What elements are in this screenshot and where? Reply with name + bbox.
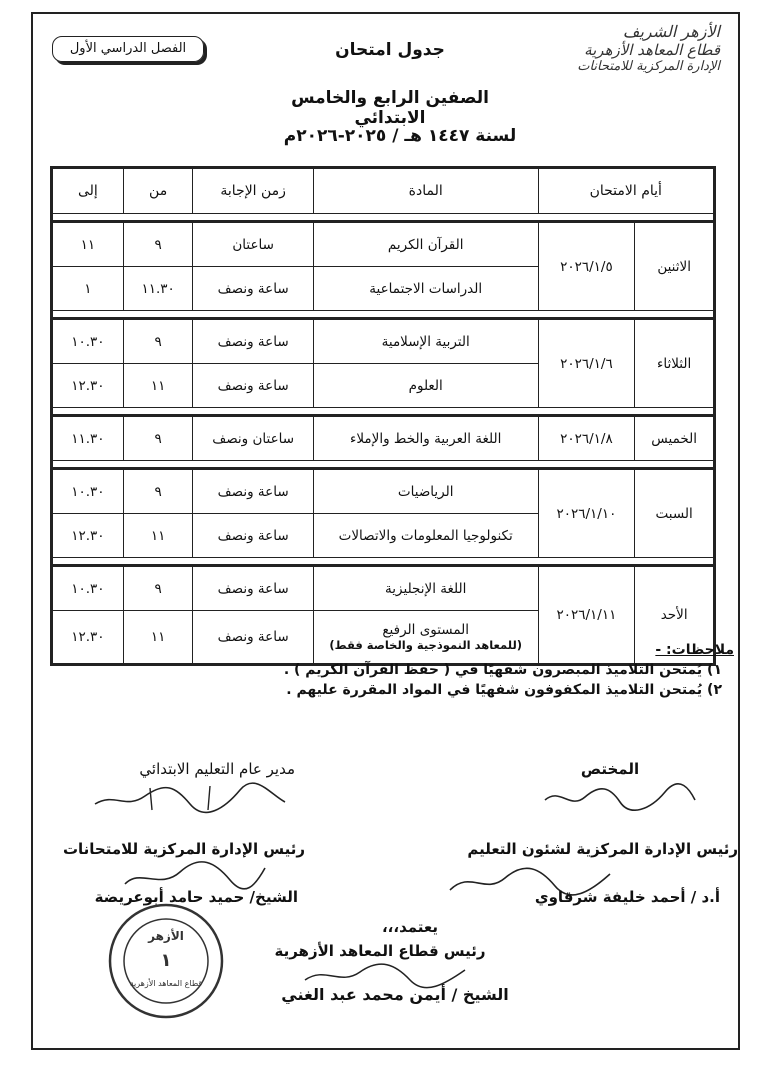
from-cell: ٩ <box>123 469 193 514</box>
day-cell: الثلاثاء <box>635 319 715 408</box>
table-row <box>52 222 715 267</box>
exam-schedule-table <box>50 166 716 666</box>
primary-director-title: مدير عام التعليم الابتدائي <box>139 760 295 778</box>
to-cell: ١٠.٣٠ <box>52 469 124 514</box>
duration-cell: ساعتان <box>193 222 313 267</box>
logo-line: الإدارة المركزية للامتحانات <box>577 59 720 74</box>
to-cell: ١١.٣٠ <box>52 416 124 461</box>
subject-cell: التربية الإسلامية <box>313 319 538 364</box>
logo-line: الأزهر الشريف <box>622 22 720 41</box>
official-stamp <box>105 900 227 1022</box>
date-cell: ٢٠٢٦/١/٨ <box>538 416 635 461</box>
head-exams-title: رئيس الإدارة المركزية للامتحانات <box>62 840 305 858</box>
header-duration: زمن الإجابة <box>193 168 313 214</box>
to-cell: ١٢.٣٠ <box>52 364 124 408</box>
semester-label: الفصل الدراسي الأول <box>52 36 204 62</box>
azhar-logo <box>540 22 720 102</box>
to-cell: ١١ <box>52 222 124 267</box>
logo-line: قطاع المعاهد الأزهرية <box>584 41 720 59</box>
notes-section <box>58 640 734 700</box>
approved-label: يعتمد،،، <box>381 918 439 936</box>
specialist-signature <box>540 782 700 812</box>
subject-cell: القرآن الكريم <box>313 222 538 267</box>
duration-cell: ساعة ونصف <box>193 566 313 611</box>
from-cell: ٩ <box>123 319 193 364</box>
subject-cell: الرياضيات <box>313 469 538 514</box>
duration-cell: ساعة ونصف <box>193 319 313 364</box>
date-cell: ٢٠٢٦/١/١١ <box>538 566 635 665</box>
table-header-row <box>52 168 715 214</box>
head-exams-name: الشيخ/ حميد حامد أبوعريضة <box>94 888 298 906</box>
document-title: جدول امتحان <box>335 40 445 60</box>
subject-note: (للمعاهد النموذجية والخاصة فقط) <box>329 638 523 652</box>
notes-title: ملاحظات: - <box>655 642 734 658</box>
duration-cell: ساعة ونصف <box>193 611 313 665</box>
duration-cell: ساعة ونصف <box>193 469 313 514</box>
academic-year: لسنة ١٤٤٧ هـ / ٢٠٢٥-٢٠٢٦م <box>283 126 517 146</box>
day-cell: الأحد <box>635 566 715 665</box>
to-cell: ١٠.٣٠ <box>52 566 124 611</box>
table-row <box>52 319 715 364</box>
subject-cell: اللغة الإنجليزية <box>313 566 538 611</box>
specialist-title: المختص <box>580 760 640 778</box>
sector-head-name: الشيخ / أيمن محمد عبد الغني <box>281 985 509 1004</box>
header-from: من <box>123 168 193 214</box>
subject-cell: اللغة العربية والخط والإملاء <box>313 416 538 461</box>
head-education-title: رئيس الإدارة المركزية لشئون التعليم <box>467 840 738 858</box>
sector-head-title: رئيس قطاع المعاهد الأزهرية <box>274 942 486 960</box>
subject-cell: الدراسات الاجتماعية <box>313 267 538 311</box>
subject-cell: العلوم <box>313 364 538 408</box>
subject-cell: تكنولوجيا المعلومات والاتصالات <box>313 514 538 558</box>
date-cell: ٢٠٢٦/١/١٠ <box>538 469 635 558</box>
from-cell: ٩ <box>123 222 193 267</box>
svg-text:الأزهر: الأزهر <box>148 929 184 943</box>
svg-text:١: ١ <box>160 950 172 971</box>
duration-cell: ساعة ونصف <box>193 267 313 311</box>
date-cell: ٢٠٢٦/١/٥ <box>538 222 635 311</box>
header-days: أيام الامتحان <box>538 168 714 214</box>
subject-name: المستوى الرفيع <box>382 622 470 638</box>
day-cell: الخميس <box>635 416 715 461</box>
header-subject: المادة <box>313 168 538 214</box>
from-cell: ١١ <box>123 364 193 408</box>
from-cell: ٩ <box>123 566 193 611</box>
to-cell: ١٢.٣٠ <box>52 514 124 558</box>
table-row <box>52 416 715 461</box>
note-item: ١) يُمتحن التلاميذ المبصرون شفهيًا في ( حفظ القرآن الكريم ) . <box>283 662 722 678</box>
from-cell: ١١.٣٠ <box>123 267 193 311</box>
document-subtitle: الصفين الرابع والخامس الابتدائي <box>291 88 489 128</box>
from-cell: ١١ <box>123 514 193 558</box>
duration-cell: ساعة ونصف <box>193 514 313 558</box>
header-to: إلى <box>52 168 124 214</box>
to-cell: ١٠.٣٠ <box>52 319 124 364</box>
day-cell: الاثنين <box>635 222 715 311</box>
date-cell: ٢٠٢٦/١/٦ <box>538 319 635 408</box>
note-item: ٢) يُمتحن التلاميذ المكفوفون شفهيًا في المواد المقررة عليهم . <box>286 682 722 698</box>
table-row <box>52 566 715 611</box>
duration-cell: ساعة ونصف <box>193 364 313 408</box>
director-signature <box>90 782 290 814</box>
to-cell: ١٢.٣٠ <box>52 611 124 665</box>
duration-cell: ساعتان ونصف <box>193 416 313 461</box>
from-cell: ٩ <box>123 416 193 461</box>
head-education-name: أ.د / أحمد خليفة شرقاوي <box>534 888 720 906</box>
from-cell: ١١ <box>123 611 193 665</box>
table-row <box>52 469 715 514</box>
day-cell: السبت <box>635 469 715 558</box>
to-cell: ١ <box>52 267 124 311</box>
svg-text:قطاع المعاهد الأزهرية: قطاع المعاهد الأزهرية <box>129 979 203 988</box>
